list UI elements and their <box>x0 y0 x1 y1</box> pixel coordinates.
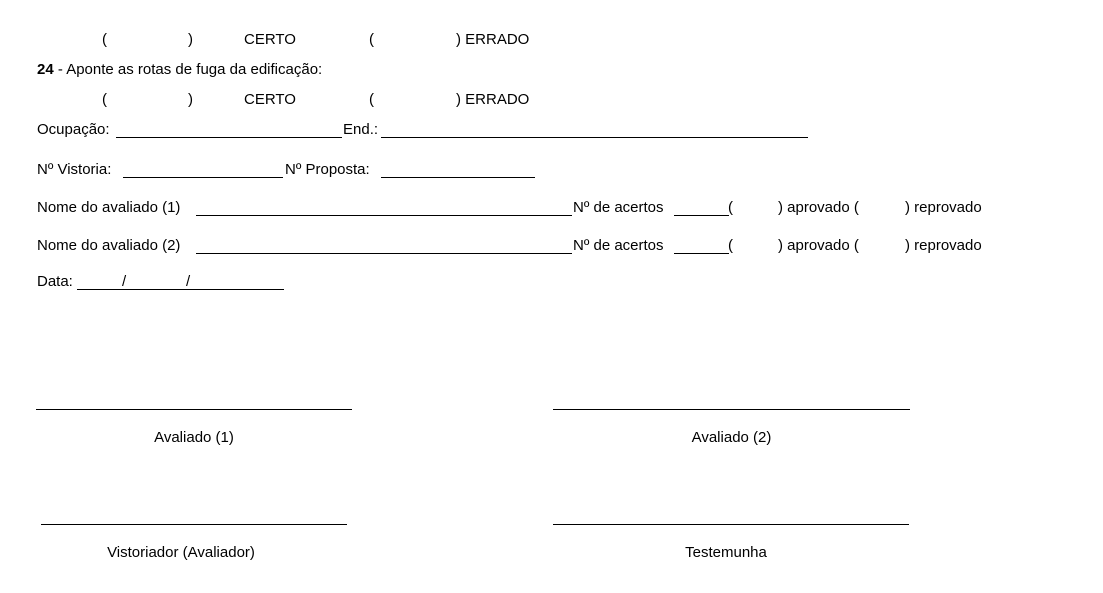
data-blank[interactable] <box>77 289 284 290</box>
avaliado1-acertos-blank[interactable] <box>674 215 729 216</box>
q24-open-paren-certo: ( <box>102 91 107 108</box>
proposta-blank[interactable] <box>381 177 535 178</box>
avaliado2-reprovado-option: ) reprovado <box>905 237 982 254</box>
q23-errado-option: ) ERRADO <box>456 31 530 48</box>
q24-errado-option: ) ERRADO <box>456 91 530 108</box>
q24-question <box>37 61 322 79</box>
avaliado1-open-paren: ( <box>728 199 733 216</box>
signature-line-avaliado1[interactable] <box>36 409 352 410</box>
end-blank[interactable] <box>381 137 808 138</box>
signature-caption-vistoriador: Vistoriador (Avaliador) <box>107 544 255 561</box>
data-slash-1: / <box>122 273 127 290</box>
avaliado2-acertos-label: Nº de acertos <box>573 237 664 254</box>
avaliado1-name-blank[interactable] <box>196 215 572 216</box>
avaliado2-label: Nome do avaliado (2) <box>37 237 181 254</box>
proposta-label: Nº Proposta: <box>285 161 370 178</box>
q23-certo-option: CERTO <box>244 31 296 48</box>
signature-line-vistoriador[interactable] <box>41 524 347 525</box>
avaliado1-aprovado-option: ) aprovado ( <box>778 199 859 216</box>
signature-line-testemunha[interactable] <box>553 524 909 525</box>
avaliado2-open-paren: ( <box>728 237 733 254</box>
data-label: Data: <box>37 273 73 290</box>
q23-close-paren-certo: ) <box>188 31 193 48</box>
q24-certo-option: CERTO <box>244 91 296 108</box>
avaliado1-label: Nome do avaliado (1) <box>37 199 181 216</box>
q24-close-paren-certo: ) <box>188 91 193 108</box>
data-slash-2: / <box>186 273 191 290</box>
ocupacao-blank[interactable] <box>116 137 342 138</box>
avaliado2-name-blank[interactable] <box>196 253 572 254</box>
signature-line-avaliado2[interactable] <box>553 409 910 410</box>
q24-open-paren-errado: ( <box>369 91 374 108</box>
q24-number: 24 <box>37 61 54 78</box>
signature-caption-testemunha: Testemunha <box>685 544 767 561</box>
signature-caption-avaliado2: Avaliado (2) <box>691 429 772 446</box>
q24-text: - Aponte as rotas de fuga da edificação: <box>53 61 323 78</box>
signature-caption-avaliado1: Avaliado (1) <box>154 429 234 446</box>
q23-open-paren-certo: ( <box>102 31 107 48</box>
vistoria-blank[interactable] <box>123 177 283 178</box>
q23-open-paren-errado: ( <box>369 31 374 48</box>
avaliado1-reprovado-option: ) reprovado <box>905 199 982 216</box>
vistoria-label: Nº Vistoria: <box>37 161 112 178</box>
ocupacao-label: Ocupação: <box>37 121 110 138</box>
avaliado2-acertos-blank[interactable] <box>674 253 729 254</box>
avaliado2-aprovado-option: ) aprovado ( <box>778 237 859 254</box>
end-label: End.: <box>343 121 379 138</box>
avaliado1-acertos-label: Nº de acertos <box>573 199 664 216</box>
